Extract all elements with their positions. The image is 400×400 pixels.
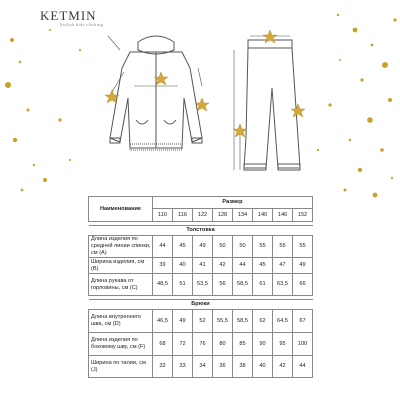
measurement-row (89, 310, 313, 333)
size-cell: 140 (253, 209, 273, 222)
measurement-value: 55 (293, 236, 313, 258)
star-marker-pants-a (263, 30, 277, 43)
measurement-value: 55 (273, 236, 293, 258)
section-title: Толстовка (89, 226, 313, 236)
measurement-label: Длина изделия по боковому шву, см (F) (89, 333, 153, 356)
measurement-value: 67 (293, 310, 313, 333)
measurement-value: 100 (293, 333, 313, 356)
measurement-value: 64,5 (273, 310, 293, 333)
measurement-value: 41 (193, 258, 213, 274)
section-title-row (89, 300, 313, 310)
measurement-row (89, 356, 313, 378)
measurement-value: 62 (253, 310, 273, 333)
size-cell: 146 (273, 209, 293, 222)
size-cell: 128 (213, 209, 233, 222)
measurement-value: 56 (213, 274, 233, 296)
measurement-label: Ширина изделия, см (В) (89, 258, 153, 274)
measurement-value: 44 (233, 258, 253, 274)
measurement-value: 49 (173, 310, 193, 333)
measurement-value: 52 (193, 310, 213, 333)
measurement-value: 44 (293, 356, 313, 378)
measurement-label: Ширина по талии, см (J) (89, 356, 153, 378)
measurement-value: 95 (273, 333, 293, 356)
measurement-value: 48,5 (153, 274, 173, 296)
measurement-value: 50 (213, 236, 233, 258)
measurement-row (89, 236, 313, 258)
measurement-value: 85 (233, 333, 253, 356)
measurement-value: 58,5 (233, 274, 253, 296)
measurement-value: 45 (253, 258, 273, 274)
pants-outline (234, 36, 300, 170)
size-cell: 152 (293, 209, 313, 222)
measurement-value: 46,5 (153, 310, 173, 333)
section-title: Брюки (89, 300, 313, 310)
measurement-value: 50 (233, 236, 253, 258)
measurement-value: 76 (193, 333, 213, 356)
measurement-value: 72 (173, 333, 193, 356)
measurement-row (89, 274, 313, 296)
size-cell: 110 (153, 209, 173, 222)
section-title-row (89, 226, 313, 236)
brand-logo: KETMIN (40, 8, 97, 23)
size-header: Размер (153, 197, 313, 209)
measurement-value: 55,5 (213, 310, 233, 333)
garment-illustration (90, 28, 330, 188)
measurement-value: 68 (153, 333, 173, 356)
measurement-value: 90 (253, 333, 273, 356)
measurement-value: 55 (253, 236, 273, 258)
size-cell: 134 (233, 209, 253, 222)
brand-tagline: Stylish kids clothing (60, 22, 104, 27)
name-header: Наименование (89, 197, 153, 222)
measurement-value: 51 (173, 274, 193, 296)
sections-body (89, 222, 313, 378)
hoodie-outline (108, 36, 202, 150)
size-chart (88, 196, 313, 378)
measurement-value: 44 (153, 236, 173, 258)
measurement-value: 80 (213, 333, 233, 356)
measurement-value: 32 (153, 356, 173, 378)
measurement-row (89, 258, 313, 274)
measurement-value: 38 (233, 356, 253, 378)
measurement-value: 40 (253, 356, 273, 378)
measurement-value: 53,5 (193, 274, 213, 296)
size-table (88, 196, 313, 378)
measurement-label: Длина изделия по средней линии спинки, см (А) (89, 236, 153, 258)
measurement-value: 33 (173, 356, 193, 378)
measurement-label: Длина внутреннего шва, см (D) (89, 310, 153, 333)
measurement-value: 36 (213, 356, 233, 378)
measurement-value: 39 (153, 258, 173, 274)
star-marker-pants-c (291, 104, 305, 117)
measurement-value: 63,5 (273, 274, 293, 296)
measurement-value: 49 (293, 258, 313, 274)
measurement-value: 61 (253, 274, 273, 296)
size-cell: 116 (173, 209, 193, 222)
measurement-value: 34 (193, 356, 213, 378)
measurement-value: 66 (293, 274, 313, 296)
measurement-label: Длина рукава от горловины, см (С) (89, 274, 153, 296)
size-cell: 122 (193, 209, 213, 222)
measurement-row (89, 333, 313, 356)
measurement-value: 58,5 (233, 310, 253, 333)
measurement-value: 42 (273, 356, 293, 378)
measurement-value: 40 (173, 258, 193, 274)
star-marker-hoodie-b (105, 90, 119, 103)
measurement-value: 47 (273, 258, 293, 274)
measurement-value: 42 (213, 258, 233, 274)
measurement-value: 49 (193, 236, 213, 258)
measurement-value: 45 (173, 236, 193, 258)
